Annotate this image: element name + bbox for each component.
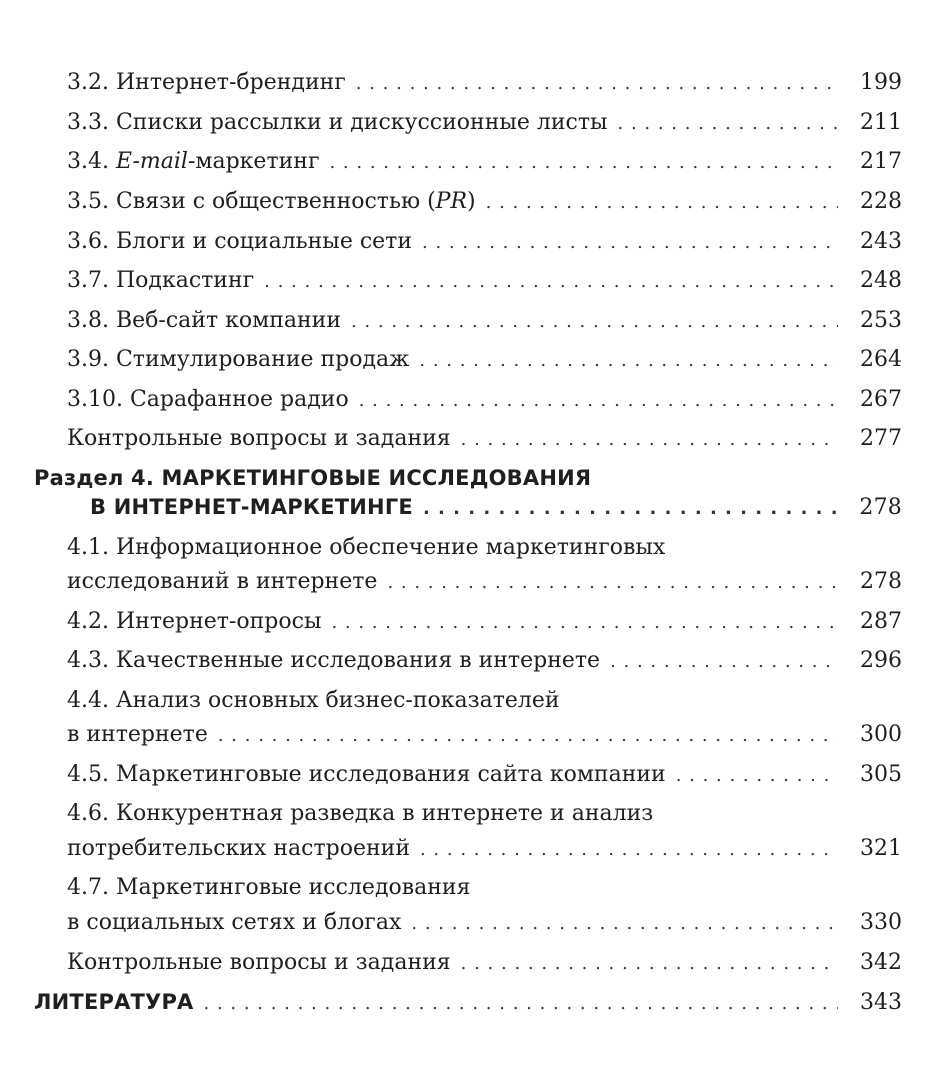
- toc-entry-title: 4.4. Анализ основных бизнес-показателей: [67, 688, 560, 713]
- toc-entry-title: 3.8. Веб-сайт компании: [67, 308, 341, 333]
- toc-entry: [67, 107, 902, 139]
- toc-entry-title: 4.3. Качественные исследования в интернете: [67, 648, 601, 673]
- toc-entry: [67, 759, 902, 791]
- dot-leader: [204, 988, 839, 1020]
- dot-leader: [618, 108, 838, 140]
- toc-page-number: 305: [860, 762, 902, 787]
- section-heading-line2: В ИНТЕРНЕТ-МАРКЕТИНГЕ: [90, 495, 413, 519]
- toc-entry: [67, 67, 902, 99]
- toc-entry: [67, 384, 902, 416]
- toc-page-number: 199: [860, 70, 902, 95]
- dot-leader: [422, 227, 838, 259]
- toc-page-number: 243: [860, 229, 902, 254]
- toc-entry-close: ): [467, 189, 476, 214]
- dot-leader: [264, 266, 838, 298]
- dot-leader: [329, 147, 838, 179]
- dot-leader: [420, 834, 838, 866]
- dot-leader: [411, 908, 838, 940]
- toc-entry-title: Контрольные вопросы и задания: [67, 426, 451, 451]
- toc-entry: [67, 305, 902, 337]
- toc-page-number: 321: [860, 836, 902, 861]
- literature-heading: ЛИТЕРАТУРА: [34, 990, 194, 1014]
- toc-entry-main: 3.5. Связи с общественностью (: [67, 189, 436, 214]
- toc-page-number: 217: [860, 149, 902, 174]
- toc-page-number: 264: [860, 347, 902, 372]
- toc-entry-title: 3.2. Интернет-брендинг: [67, 70, 346, 95]
- toc-entry-title: 3.10. Сарафанное радио: [67, 387, 349, 412]
- toc-entry-title-continuation: исследований в интернете: [67, 569, 378, 594]
- dot-leader: [218, 720, 838, 752]
- toc-entry-italic: PR: [435, 189, 468, 214]
- toc-page-number: 253: [860, 308, 902, 333]
- toc-entry-title: 3.6. Блоги и социальные сети: [67, 229, 413, 254]
- toc-entry-italic: E-mail: [115, 149, 188, 174]
- toc-entry-title: 3.9. Стимулирование продаж: [67, 347, 410, 372]
- toc-page-number: 278: [859, 495, 902, 520]
- toc-entry-title: Контрольные вопросы и задания: [67, 950, 451, 975]
- toc-entry: [67, 833, 902, 865]
- toc-entry: [67, 719, 902, 751]
- toc-page-number: 228: [860, 189, 902, 214]
- toc-page-number: 300: [860, 722, 902, 747]
- toc-entry-prefix: 3.4.: [67, 149, 116, 174]
- toc-entry-title: 3.7. Подкастинг: [67, 268, 255, 293]
- dot-leader: [356, 68, 838, 100]
- toc-page-number: 248: [860, 268, 902, 293]
- toc-entry-literature: [34, 986, 902, 1018]
- toc-entry: [67, 186, 902, 218]
- dot-leader: [676, 760, 838, 792]
- toc-page-number: 278: [860, 569, 902, 594]
- toc-page-number: 342: [860, 950, 902, 975]
- dot-leader: [387, 567, 838, 599]
- toc-page-number: 296: [860, 648, 902, 673]
- toc-page-number: 267: [860, 387, 902, 412]
- dot-leader: [419, 345, 838, 377]
- toc-entry: [67, 907, 902, 939]
- dot-leader: [351, 306, 838, 338]
- toc-entry: [67, 645, 902, 677]
- toc-entry-title-continuation: в интернете: [67, 722, 208, 747]
- dot-leader: [423, 493, 838, 525]
- toc-entry: [67, 146, 902, 178]
- dot-leader: [359, 385, 838, 417]
- toc-entry-title: 3.3. Списки рассылки и дискуссионные листы: [67, 110, 608, 135]
- toc-entry-title-continuation: потребительских настроений: [67, 836, 410, 861]
- toc-entry-title: 4.5. Маркетинговые исследования сайта компании: [67, 762, 666, 787]
- toc-entry-title: 4.1. Информационное обеспечение маркетинговых: [67, 535, 666, 560]
- section-heading: Раздел 4. МАРКЕТИНГОВЫЕ ИССЛЕДОВАНИЯ: [34, 466, 592, 490]
- toc-entry: [67, 265, 902, 297]
- toc-entry-title-continuation: в социальных сетях и блогах: [67, 910, 402, 935]
- toc-entry: [67, 423, 902, 455]
- section-heading-continuation: [90, 491, 902, 523]
- toc-entry: [67, 947, 902, 979]
- toc-entry: [67, 566, 902, 598]
- toc-page-number: 211: [860, 110, 902, 135]
- toc-entry-title: 4.6. Конкурентная разведка в интернете и анализ: [67, 801, 654, 826]
- toc-entry-title: 4.2. Интернет-опросы: [67, 609, 322, 634]
- toc-entry: [67, 606, 902, 638]
- toc-page-number: 330: [860, 910, 902, 935]
- toc-page-number: 287: [860, 609, 902, 634]
- dot-leader: [461, 948, 838, 980]
- dot-leader: [486, 187, 838, 219]
- toc-entry: [67, 226, 902, 258]
- toc-entry: [67, 344, 902, 376]
- toc-entry-title: [67, 146, 319, 178]
- dot-leader: [331, 607, 838, 639]
- dot-leader: [461, 424, 838, 456]
- toc-page-number: 277: [860, 426, 902, 451]
- toc-entry-rest: -маркетинг: [187, 149, 320, 174]
- toc-entry-title: 4.7. Маркетинговые исследования: [67, 875, 471, 900]
- dot-leader: [610, 646, 838, 678]
- toc-page-number: 343: [860, 990, 902, 1015]
- toc-entry-title: [67, 186, 476, 218]
